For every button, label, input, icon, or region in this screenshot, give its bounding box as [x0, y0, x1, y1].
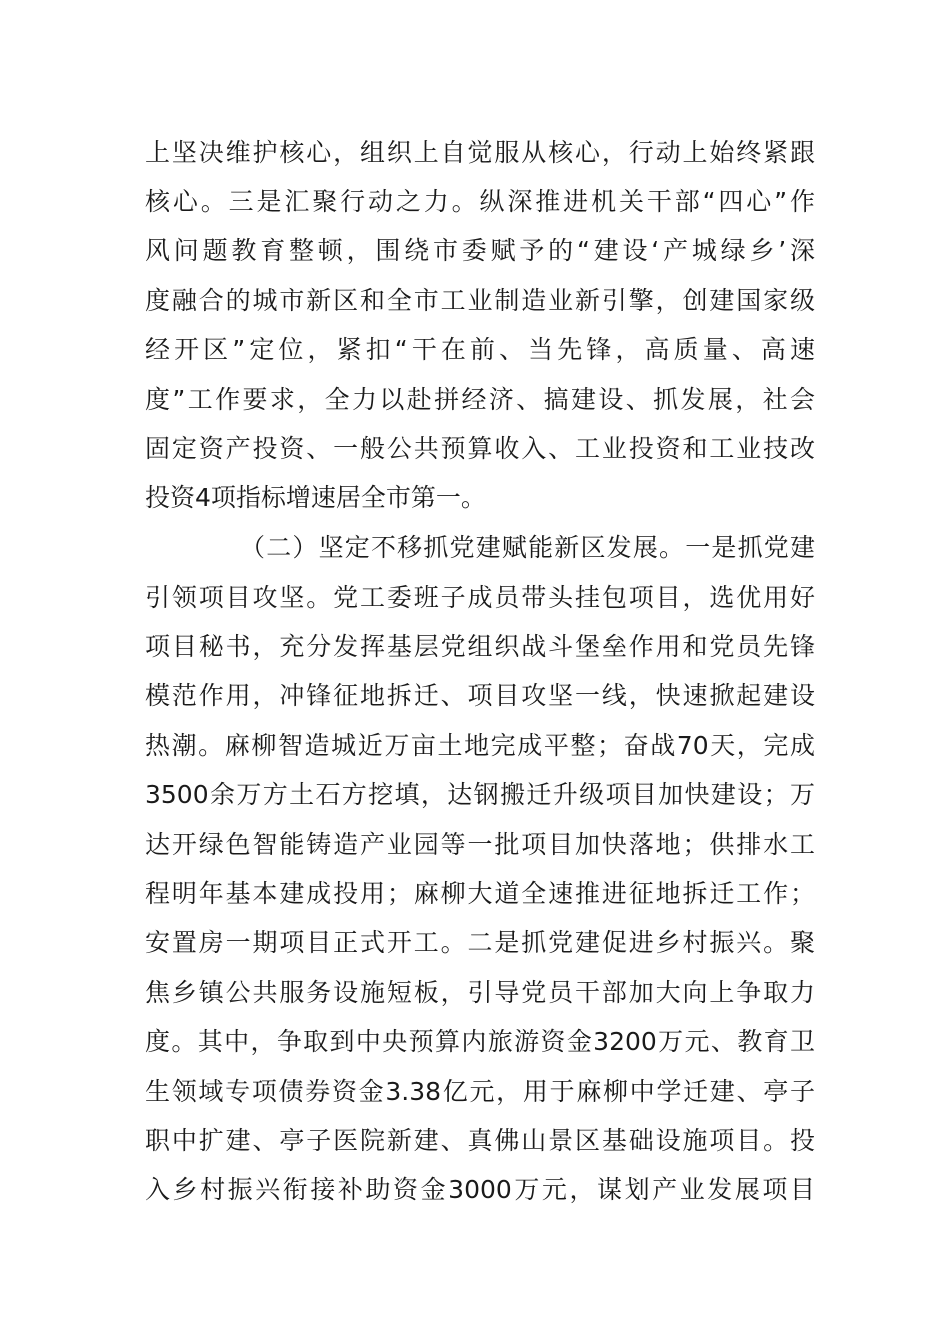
section-heading-line: （二）坚定不移抓党建赋能新区发展。一是抓党建: [240, 533, 815, 562]
text-line: 达开绿色智能铸造产业园等一批项目加快落地；供排水工: [145, 830, 815, 859]
text-line: 上坚决维护核心，组织上自觉服从核心，行动上始终紧跟: [145, 138, 815, 167]
text-line: 程明年基本建成投用；麻柳大道全速推进征地拆迁工作；: [145, 879, 815, 908]
text-line: 项目秘书，充分发挥基层党组织战斗堡垒作用和党员先锋: [145, 632, 815, 661]
text-line: 风问题教育整顿，围绕市委赋予的“建设‘产城绿乡’深: [145, 236, 815, 265]
text-line: 焦乡镇公共服务设施短板，引导党员干部加大向上争取力: [145, 978, 815, 1007]
text-line: 模范作用，冲锋征地拆迁、项目攻坚一线，快速掀起建设: [145, 681, 815, 710]
text-line: 度融合的城市新区和全市工业制造业新引擎，创建国家级: [145, 286, 815, 315]
text-line: 引领项目攻坚。党工委班子成员带头挂包项目，选优用好: [145, 583, 815, 612]
text-line: 3500余万方土石方挖填，达钢搬迁升级项目加快建设；万: [145, 780, 815, 809]
text-line: 度。其中，争取到中央预算内旅游资金3200万元、教育卫: [145, 1027, 815, 1056]
text-line: 度”工作要求，全力以赴拼经济、搞建设、抓发展，社会: [145, 385, 815, 414]
text-line: 投资4项指标增速居全市第一。: [145, 483, 486, 512]
text-line: 职中扩建、亭子医院新建、真佛山景区基础设施项目。投: [145, 1126, 815, 1155]
text-line: 安置房一期项目正式开工。二是抓党建促进乡村振兴。聚: [145, 928, 815, 957]
text-line: 经开区”定位，紧扣“干在前、当先锋，高质量、高速: [145, 335, 815, 364]
text-line: 生领域专项债券资金3.38亿元，用于麻柳中学迁建、亭子: [145, 1077, 815, 1106]
text-line: 热潮。麻柳智造城近万亩土地完成平整；奋战70天，完成: [145, 731, 815, 760]
text-line: 入乡村振兴衔接补助资金3000万元，谋划产业发展项目: [145, 1175, 815, 1204]
text-line: 固定资产投资、一般公共预算收入、工业投资和工业技改: [145, 434, 815, 463]
text-line: 核心。三是汇聚行动之力。纵深推进机关干部“四心”作: [145, 187, 815, 216]
